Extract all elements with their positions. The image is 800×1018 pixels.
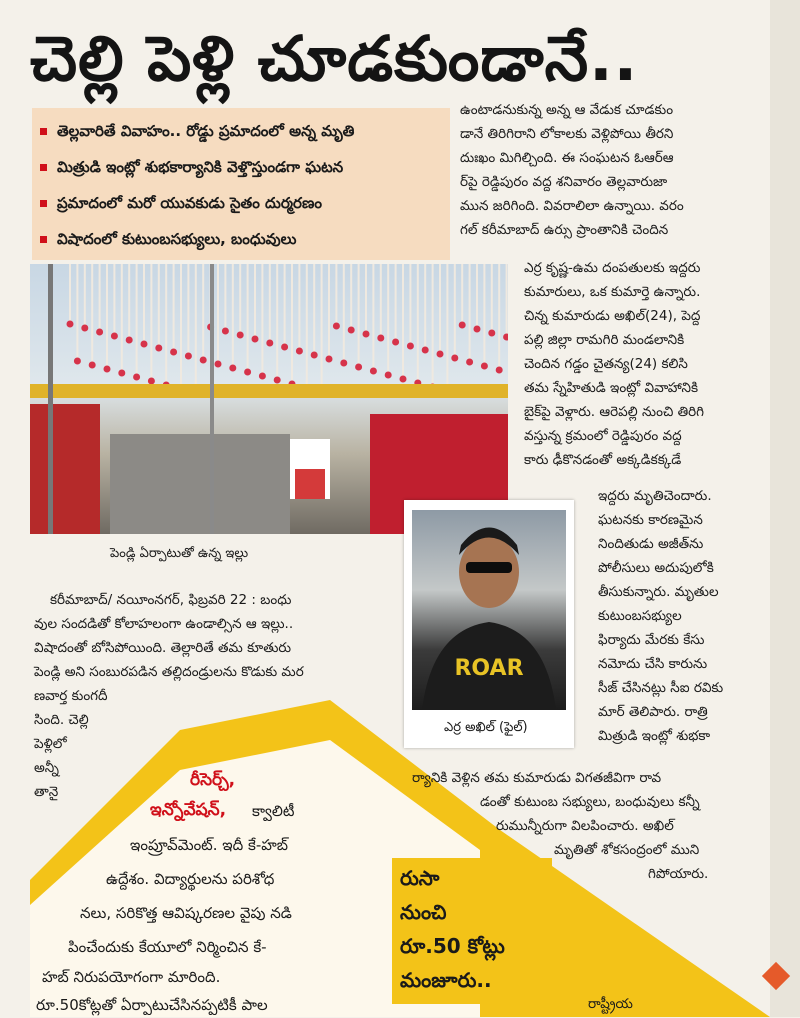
garland-flower (89, 362, 96, 369)
bullet-text: ప్రమాదంలో మరో యువకుడు సైతం దుర్మరణం (57, 194, 322, 212)
text-line: దుఃఖం మిగిల్చింది. ఈ సంఘటన ఓఆర్ఆ (460, 150, 674, 166)
garland-flower (111, 333, 118, 340)
bullet-text: విషాదంలో కుటుంబసభ్యులు, బంధువులు (57, 230, 297, 248)
text-line: చెందిన గడ్డం చైతన్య(24) కలిసి (524, 356, 688, 372)
garland-flower (296, 348, 303, 355)
garland-flower (355, 364, 362, 371)
text-line: పెండ్లి అని సంబురపడిన తల్లిదండ్రులను కొడుకు మర (34, 664, 304, 680)
garland-flower (348, 327, 355, 334)
garland-flower (229, 365, 236, 372)
ad-text-line: రూ.50కోట్లతో ఏర్పాటుచేసినప్పటికీ పాల (36, 996, 268, 1014)
quote-line: రూ.50 కోట్లు (400, 934, 505, 958)
quote-line: నుంచి (400, 900, 447, 924)
text-line: విషాదంతో బోసిపోయింది. తెల్లారితే తమ కూతురు (34, 640, 292, 656)
garland-flower (503, 334, 508, 341)
text-line: ర్యానికి వెళ్లిన తమ కుమారుడు విగతజీవిగా రావ (412, 770, 662, 786)
garland-flower (266, 340, 273, 347)
text-line: ఫిర్యాదు మేరకు కేసు (598, 632, 705, 648)
text-line: ఘటనకు కారణమైన (598, 512, 703, 528)
ad-highlight-research: రీసెర్చ్, (190, 770, 236, 790)
garland-flower (377, 335, 384, 342)
garland-flower (333, 323, 340, 330)
quote-line: మంజూరు.. (400, 968, 492, 992)
garland-flower (126, 337, 133, 344)
text-line: నిందితుడు అజీత్‌ను (598, 536, 704, 552)
garland-flower (474, 326, 481, 333)
bullet-item (40, 158, 343, 180)
text-line: కరీమాబాద్/ నయీంనగర్, ఫిబ్రవరి 22 : బంధు (50, 592, 292, 608)
red-square-icon (40, 128, 47, 135)
garland-flower (148, 378, 155, 385)
garland-flower (363, 331, 370, 338)
garland-flower (274, 377, 281, 384)
profile-caption: ఎర్ర అఖిల్ (ఫైల్) (444, 720, 528, 735)
garland-flower (200, 357, 207, 364)
text-line: కుమారులు, ఒక కుమార్తె ఉన్నారు. (524, 284, 701, 300)
text-line: అన్నీ (34, 760, 59, 776)
garland-flower (74, 358, 81, 365)
text-line: చిన్న కుమారుడు అఖిల్(24), పెద్ద (524, 308, 701, 324)
bullet-item (40, 194, 322, 216)
profile-photo (412, 510, 566, 710)
garland-flower (281, 344, 288, 351)
garland-flower (407, 343, 414, 350)
garland-flower (488, 330, 495, 337)
text-line: సింది. చెల్లి (34, 712, 89, 728)
garland-flower (496, 367, 503, 374)
text-line: సీజ్ చేసినట్లు సీఐ రవికు (598, 680, 724, 696)
ad-text-line: క్వాలిటీ (252, 802, 295, 820)
garland-flower (133, 374, 140, 381)
text-line: కుటుంబసభ్యుల (598, 608, 682, 624)
text-line: వుల సందడితో కోలాహలంగా ఉండాల్సిన ఆ ఇల్లు.. (34, 616, 294, 632)
garland-flower (104, 366, 111, 373)
text-line: కారు ఢీకొనడంతో అక్కడికక్కడే (524, 452, 682, 468)
garland-flower (222, 328, 229, 335)
garland-flower (170, 349, 177, 356)
garland-flower (326, 356, 333, 363)
garland-flower (96, 329, 103, 336)
text-line: తీసుకున్నారు. మృతుల (598, 584, 719, 600)
text-line: రుమున్నీరుగా విలపించారు. అఖిల్ (496, 818, 674, 834)
garland-flower (81, 325, 88, 332)
garland-flower (237, 332, 244, 339)
text-line: మార్ తెలిపారు. రాత్రి (598, 704, 708, 720)
garland-flower (244, 369, 251, 376)
text-line: గిపోయారు. (648, 866, 709, 882)
text-line: నమోదు చేసి కారును (598, 656, 708, 672)
garland-flower (141, 341, 148, 348)
text-line: తమ స్నేహితుడి ఇంట్లో వివాహానికి (524, 380, 699, 396)
text-line: ర్‌పై రెడ్డిపురం వద్ద శనివారం తెల్లవారుజా (460, 174, 668, 190)
ad-text-line: హబ్ నిరుపయోగంగా మారింది. (42, 968, 221, 986)
text-line: ఉంటాడనుకున్న అన్న ఆ వేడుక చూడకుం (460, 102, 674, 118)
garland-flower (215, 361, 222, 368)
garland-flower (437, 351, 444, 358)
text-line: గల్ కరీమాబాద్ ఉర్సు ప్రాంతానికి చెందిన (460, 222, 669, 238)
garland-flower (185, 353, 192, 360)
ad-text-line: నలు, సరికొత్త ఆవిష్కరణల వైపు నడి (80, 904, 292, 922)
garland-flower (400, 376, 407, 383)
garland-flower (459, 322, 466, 329)
bullet-text: మిత్రుడి ఇంట్లో శుభకార్యానికి వెళ్తొస్తుండగా ఘటన (57, 158, 344, 176)
red-square-icon (40, 200, 47, 207)
bullet-text: తెల్లవారితే వివాహం.. రోడ్డు ప్రమాదంలో అన్న మృతి (57, 122, 355, 140)
red-square-icon (40, 164, 47, 171)
person-illustration (412, 510, 566, 710)
bullet-item (40, 122, 354, 144)
right-column-mid (524, 256, 704, 472)
right-column-top (460, 98, 684, 242)
text-line: డానే తిరిగిరాని లోకాలకు వెళ్లిపోయి తీరని (460, 126, 674, 142)
garland-flower (466, 359, 473, 366)
garland-flower (340, 360, 347, 367)
wedding-house-photo (30, 264, 508, 534)
text-line: వస్తున్న క్రమంలో రెడ్డిపురం వద్ద (524, 428, 682, 444)
text-line: మిత్రుడి ఇంట్లో శుభకా (598, 728, 711, 744)
red-square-icon (40, 236, 47, 243)
text-line: మృతితో శోకసంద్రంలో ముని (554, 842, 700, 858)
garland-flower (118, 370, 125, 377)
right-column-bottom (412, 766, 708, 886)
garland-flower (422, 347, 429, 354)
garland-flower (370, 368, 377, 375)
ad-text-line: పించేందుకు కేయూలో నిర్మించిన కే- (68, 938, 267, 956)
garland-flower (259, 373, 266, 380)
garland-flower (311, 352, 318, 359)
text-line: ఎర్ర కృష్ణ-ఉమ దంపతులకు ఇద్దరు (524, 260, 701, 276)
quote-line: రుసా (400, 866, 440, 890)
bullet-box (32, 108, 450, 260)
photo-caption: పెండ్లి ఏర్పాటుతో ఉన్న ఇల్లు (110, 546, 249, 561)
text-line: డంతో కుటుంబ సభ్యులు, బంధువులు కన్నీ (480, 794, 700, 810)
ad-highlight-innovation: ఇన్నోవేషన్, (150, 800, 227, 820)
garland-flower (392, 339, 399, 346)
shirt-text: ROAR (454, 656, 524, 681)
text-line: మున జరిగింది. వివరాలిలా ఉన్నాయి. వరం (460, 198, 684, 214)
text-line: పల్లి జిల్లా రామగిరి మండలానికి (524, 332, 685, 348)
garland-flower (155, 345, 162, 352)
text-line: బైక్‌పై వెళ్లారు. ఆరెపల్లి నుంచి తిరిగి (524, 404, 705, 420)
bullet-item (40, 230, 296, 252)
garland-flower (252, 336, 259, 343)
ad-text-line: ఉద్దేశం. విద్యార్థులను పరిశోధ (106, 870, 275, 888)
ad-bottom-word: రాష్ట్రీయ (588, 996, 633, 1012)
text-line: తానై (34, 784, 59, 800)
garland-flower (451, 355, 458, 362)
garland-flower (481, 363, 488, 370)
headline: చెల్లి పెళ్లి చూడకుండానే.. (30, 22, 639, 95)
text-line: పెళ్లిలో (34, 736, 67, 752)
wedding-house-illustration (30, 264, 508, 534)
text-line: ణవార్త కుంగదీ (34, 688, 108, 704)
ad-text-line: ఇంప్రూవ్‌మెంట్. ఇదీ కే-హబ్ (130, 836, 288, 854)
text-line: పోలీసులు అదుపులోకి (598, 560, 714, 576)
garland-flower (67, 321, 74, 328)
text-line: ఇద్దరు మృతిచెందారు. (598, 488, 712, 504)
garland-flower (385, 372, 392, 379)
